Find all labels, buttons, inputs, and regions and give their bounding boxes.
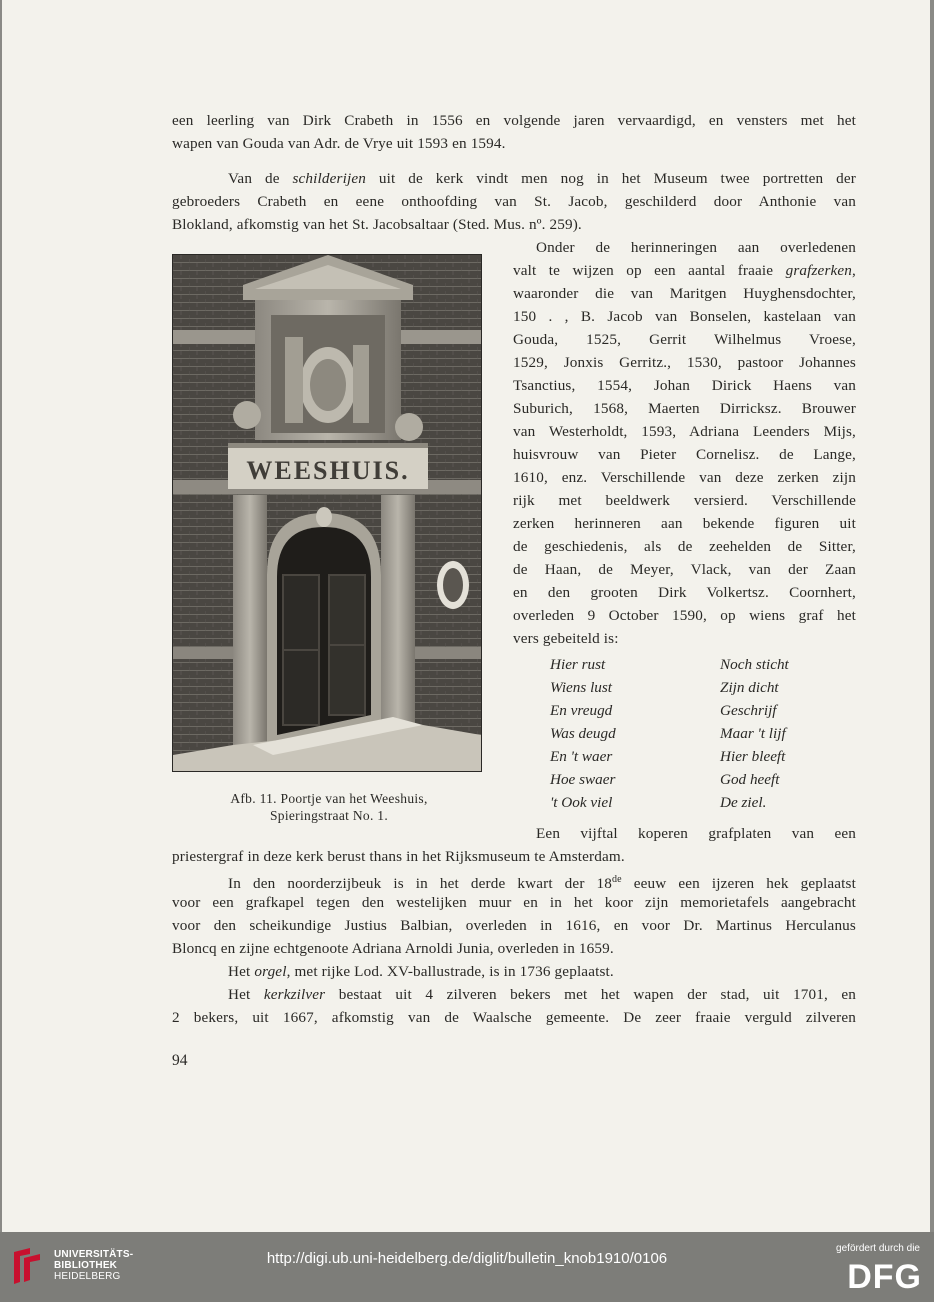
poem-line: Wiens lust <box>550 679 613 696</box>
body-line: wapen van Gouda van Adr. de Vrye uit 1593 en 1594. <box>172 135 506 152</box>
sponsor-label: gefördert durch die <box>836 1243 920 1254</box>
body-line: Het orgel, met rijke Lod. XV-ballustrade, is in 1736 geplaatst. <box>228 963 614 980</box>
body-line: de geschiedenis, als de zeehelden de Sitter, <box>513 538 856 555</box>
body-line: Gouda, 1525, Gerrit Wilhelmus Vroese, <box>513 331 856 348</box>
poem-line: God heeft <box>720 771 780 788</box>
emphasis: orgel <box>254 963 287 980</box>
weeshuis-sign-text: WEESHUIS. <box>246 456 410 485</box>
body-line: Een vijftal koperen grafplaten van een <box>536 825 856 842</box>
poem-line: Hier rust <box>550 656 606 673</box>
emphasis: kerkzilver <box>263 986 326 1003</box>
weeshuis-gate-photo <box>172 254 482 772</box>
body-line: van Westerholdt, 1593, Adriana Leenders Mijs, <box>513 423 856 440</box>
poem-line: Geschrijf <box>720 702 777 719</box>
body-line: 1610, enz. Verschillende van deze zerken zijn <box>513 469 856 486</box>
dfg-logo: DFG <box>847 1258 922 1296</box>
caption-line: Spieringstraat No. 1. <box>269 808 389 823</box>
poem-line: Was deugd <box>550 725 616 742</box>
body-line: rijk met beeldwerk versierd. Verschillende <box>513 492 856 509</box>
caption-line: Afb. 11. Poortje van het Weeshuis, <box>230 791 428 806</box>
body-line: de Haan, de Meyer, Vlack, van der Zaan <box>513 561 856 578</box>
body-line: Bloncq en zijne echtgenoote Adriana Arnoldi Junia, overleden in 1659. <box>172 940 614 957</box>
source-url[interactable]: http://digi.ub.uni-heidelberg.de/diglit/bulletin_knob1910/0106 <box>266 1250 668 1267</box>
body-line: In den noorderzijbeuk is in het derde kwart der 18de eeuw een ijzeren hek geplaatst <box>228 874 856 893</box>
body-line: waaronder die van Maritgen Huyghensdochter, <box>513 285 856 302</box>
body-line: Tsanctius, 1554, Johan Dirick Haens van <box>513 377 856 394</box>
figure-caption <box>190 790 468 824</box>
body-line: valt te wijzen op een aantal fraaie grafzerken, <box>513 262 856 279</box>
body-line: zerken herinneren aan bekende figuren uit <box>513 515 856 532</box>
body-line: 150 . , B. Jacob van Bonselen, kastelaan van <box>513 308 856 325</box>
page-number: 94 <box>172 1052 188 1069</box>
body-line: huisvrouw van Pieter Cornelisz. de Lange, <box>513 446 856 463</box>
body-line: vers gebeiteld is: <box>513 630 619 647</box>
body-line: overleden 9 October 1590, op wiens graf het <box>513 607 856 624</box>
body-line: voor den scheikundige Justius Balbian, overleden in 1616, en voor Dr. Martinus Herculanus <box>172 917 856 934</box>
poem-line: De ziel. <box>720 794 767 811</box>
body-line: 1529, Jonxis Gerritz., 1530, pastoor Johannes <box>513 354 856 371</box>
footer-bar <box>0 1232 934 1302</box>
body-line: priestergraf in deze kerk berust thans in het Rijksmuseum te Amsterdam. <box>172 848 625 865</box>
body-line: voor een grafkapel tegen den westelijken muur en in het koor zijn memorietafels aangebracht <box>172 894 856 911</box>
poem-line: En 't waer <box>550 748 613 765</box>
poem-line: En vreugd <box>550 702 613 719</box>
body-line: en den grooten Dirk Volkertsz. Coornhert, <box>513 584 856 601</box>
body-line: 2 bekers, uit 1667, afkomstig van de Waalsche gemeente. De zeer fraaie verguld zilveren <box>172 1009 856 1026</box>
emphasis: grafzerken <box>785 262 853 279</box>
poem-line: Maar 't lijf <box>720 725 786 742</box>
body-line: Blokland, afkomstig van het St. Jacobsaltaar (Sted. Mus. nº. 259). <box>172 216 582 233</box>
poem-line: Hier bleeft <box>720 748 786 765</box>
poem-line: Zijn dicht <box>720 679 779 696</box>
body-line: Van de schilderijen uit de kerk vindt men nog in het Museum twee portretten der <box>228 170 856 187</box>
body-line: Het kerkzilver bestaat uit 4 zilveren bekers met het wapen der stad, uit 1701, en <box>228 986 857 1003</box>
poem-line: Hoe swaer <box>550 771 616 788</box>
superscript: de <box>612 874 622 885</box>
body-line: Suburich, 1568, Maerten Dirricksz. Brouwer <box>513 400 856 417</box>
emphasis: schilderijen <box>292 170 366 187</box>
body-line: gebroeders Crabeth en eene onthoofding van St. Jacob, geschilderd door Anthonie van <box>172 193 856 210</box>
library-logo-text: UNIVERSITÄTS- BIBLIOTHEK HEIDELBERG <box>54 1249 134 1282</box>
poem-line: 't Ook viel <box>550 794 613 811</box>
body-line: Onder de herinneringen aan overledenen <box>536 239 856 256</box>
body-line: een leerling van Dirk Crabeth in 1556 en volgende jaren vervaardigd, en vensters met het <box>172 112 856 129</box>
poem-line: Noch sticht <box>720 656 789 673</box>
